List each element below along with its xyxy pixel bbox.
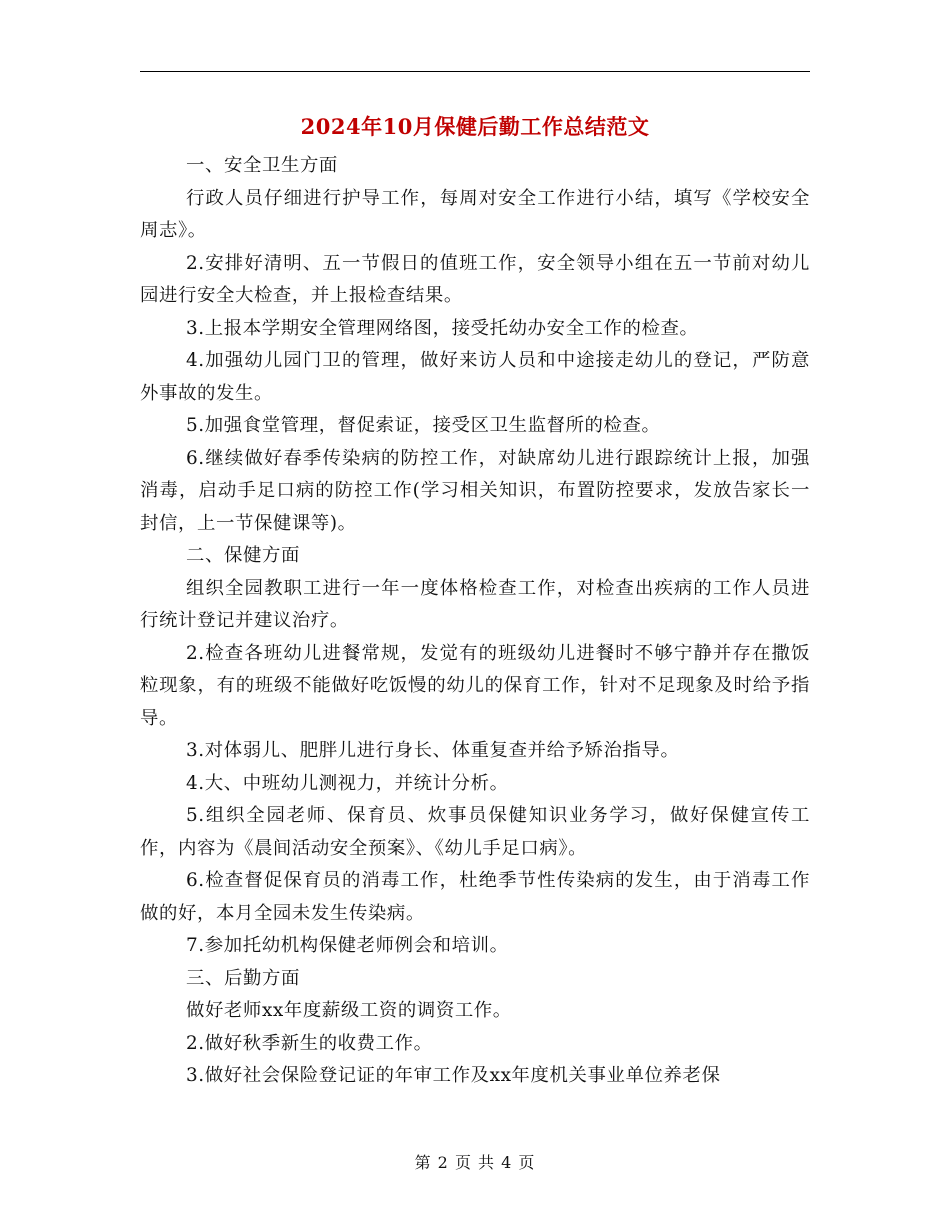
- paragraph: 3.对体弱儿、肥胖儿进行身长、体重复查并给予矫治指导。: [186, 740, 680, 761]
- paragraph: 5.加强食堂管理，督促索证，接受区卫生监督所的检查。: [186, 415, 661, 436]
- section-heading-logistics: 三、后勤方面: [186, 967, 300, 989]
- document-body: [140, 150, 810, 1093]
- paragraph: 2.检查各班幼儿进餐常规，发觉有的班级幼儿进餐时不够宁静并存在撒饭粒现象，有的班级不能做好吃饭慢的幼儿的保育工作，针对不足现象及时给予指导。: [140, 642, 810, 729]
- document-title: 2024年10月保健后勤工作总结范文: [300, 114, 650, 139]
- paragraph: 4.加强幼儿园门卫的管理，做好来访人员和中途接走幼儿的登记，严防意外事故的发生。: [140, 350, 810, 404]
- paragraph: 3.做好社会保险登记证的年审工作及xx年度机关事业单位养老保: [186, 1065, 721, 1086]
- paragraph: 2.做好秋季新生的收费工作。: [186, 1032, 433, 1054]
- paragraph: 2.安排好清明、五一节假日的值班工作，安全领导小组在五一节前对幼儿园进行安全大检查，并上报检查结果。: [140, 252, 810, 306]
- paragraph: 5.组织全园老师、保育员、炊事员保健知识业务学习，做好保健宣传工作，内容为《晨间活动安全预案》、《幼儿手足口病》。: [140, 805, 810, 859]
- paragraph: 做好老师xx年度薪级工资的调资工作。: [186, 1000, 512, 1021]
- paragraph: 4.大、中班幼儿测视力，并统计分析。: [186, 772, 509, 794]
- paragraph: 6.检查督促保育员的消毒工作，杜绝季节性传染病的发生，由于消毒工作做的好，本月全园未发生传染病。: [140, 870, 810, 924]
- paragraph: 6.继续做好春季传染病的防控工作，对缺席幼儿进行跟踪统计上报，加强消毒，启动手足口病的防控工作(学习相关知识，布置防控要求，发放告家长一封信，上一节保健课等)。: [140, 447, 810, 534]
- page-number: 第 2 页 共 4 页: [414, 1153, 536, 1172]
- section-heading-health: 二、保健方面: [186, 545, 300, 566]
- paragraph: 行政人员仔细进行护导工作，每周对安全工作进行小结，填写《学校安全周志》。: [140, 187, 810, 241]
- paragraph: 7.参加托幼机构保健老师例会和培训。: [186, 935, 509, 956]
- header-rule: [140, 71, 810, 72]
- section-heading-safety: 一、安全卫生方面: [186, 155, 338, 176]
- paragraph: 3.上报本学期安全管理网络图，接受托幼办安全工作的检查。: [186, 317, 699, 339]
- paragraph: 组织全园教职工进行一年一度体格检查工作，对检查出疾病的工作人员进行统计登记并建议治疗。: [140, 577, 810, 631]
